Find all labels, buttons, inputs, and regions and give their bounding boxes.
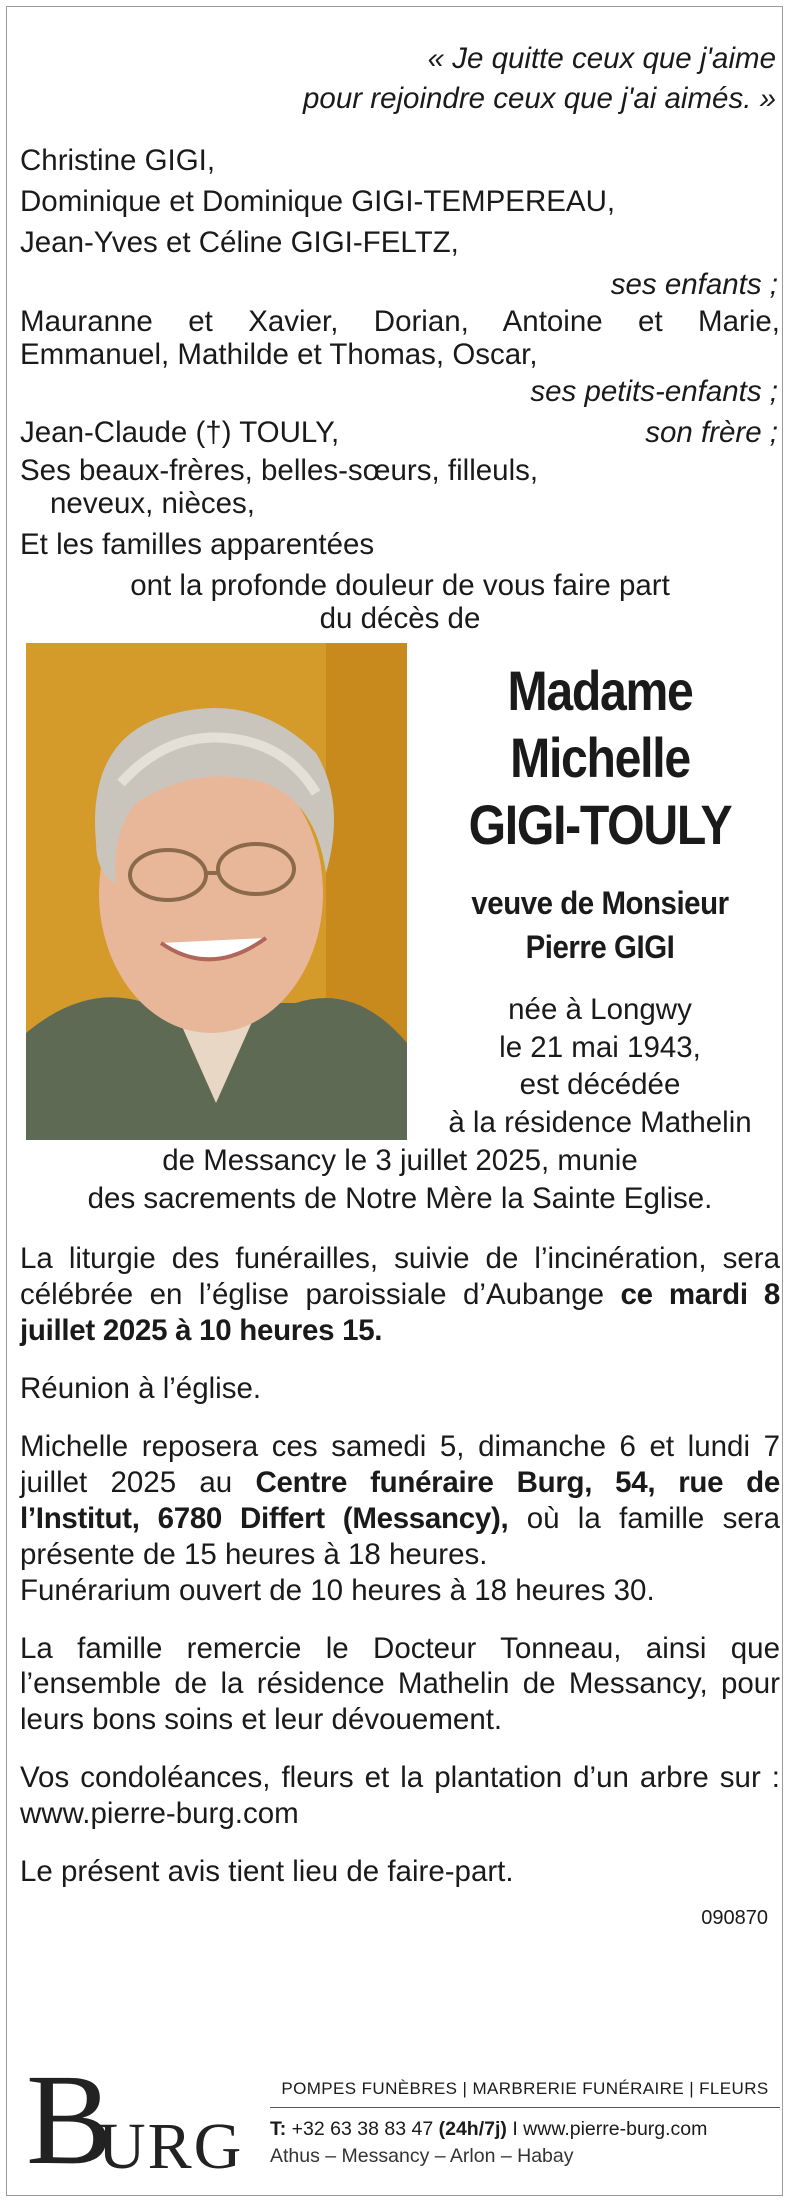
phone-hours: (24h/7j): [438, 2118, 507, 2140]
deceased-title: Madame: [507, 659, 693, 723]
reference-number: 090870: [701, 1907, 768, 1930]
born-line: à la résidence Mathelin: [448, 1106, 752, 1140]
condolences-paragraph: Vos condoléances, fleurs et la plantation d’un arbre sur : www.pierre-burg.com: [20, 1761, 780, 1831]
liturgy-text: La liturgie des funérailles, suivie de l’incinération, sera célébrée en l’église paroissiale d’Aubange: [20, 1241, 780, 1311]
announcement-block: [20, 643, 780, 1219]
liturgy-paragraph: [20, 1241, 780, 1349]
widow-of: [434, 881, 765, 969]
intro-line-2: du décès de: [319, 602, 481, 636]
death-info-continued: [20, 1142, 780, 1219]
born-line: le 21 mai 1943,: [499, 1030, 701, 1064]
intro-line-1: ont la profonde douleur de vous faire part: [130, 569, 670, 603]
liturgy-date: ce mardi 8 juillet 2025 à 10 heures 15.: [20, 1277, 780, 1347]
deceased-photo: [26, 643, 407, 1140]
meeting-paragraph: Réunion à l’église.: [20, 1371, 262, 1405]
viewing-paragraph: [20, 1429, 780, 1609]
viewing-text-2: où la famille sera présente de 15 heures à 18 heures.: [20, 1501, 781, 1571]
contact-line: [270, 2118, 780, 2141]
deceased-first-name: Michelle: [510, 726, 690, 790]
inlaws-line-1: Ses beaux-frères, belles-sœurs, filleuls,: [20, 453, 539, 487]
cont-line: de Messancy le 3 juillet 2025, munie: [162, 1143, 638, 1177]
epigraph-quote: [20, 39, 780, 120]
quote-line-2: pour rejoindre ceux que j'ai aimés. »: [303, 82, 776, 116]
obituary-frame: [6, 6, 783, 2196]
grandchildren-line-2: Emmanuel, Mathilde et Thomas, Oscar,: [20, 338, 538, 372]
born-line: née à Longwy: [508, 992, 692, 1026]
children-role: ses enfants ;: [610, 267, 778, 301]
notice-paragraph: Le présent avis tient lieu de faire-part.: [20, 1855, 514, 1889]
contact-separator: I: [512, 2118, 518, 2140]
portrait-illustration: [26, 643, 407, 1140]
brother-name: Jean-Claude (†) TOULY,: [20, 416, 340, 450]
brother-role: son frère ;: [645, 416, 778, 450]
grandchildren-role: ses petits-enfants ;: [530, 375, 778, 409]
viewing-location: Centre funéraire Burg, 54, rue de l’Institut, 6780 Differt (Messancy),: [20, 1465, 781, 1535]
funeral-home-footer: [20, 2048, 780, 2192]
locations-line: Athus – Messancy – Arlon – Habay: [270, 2145, 574, 2167]
logo-initial: B: [26, 2048, 113, 2192]
widow-line-2: Pierre GIGI: [525, 928, 675, 965]
quote-line-1: « Je quitte ceux que j'aime: [427, 42, 776, 75]
child-name: Dominique et Dominique GIGI-TEMPEREAU,: [20, 185, 616, 219]
burg-logo: [26, 2048, 244, 2192]
child-name: Jean-Yves et Céline GIGI-FELTZ,: [20, 226, 459, 260]
phone-label: T:: [270, 2118, 287, 2140]
widow-line-1: veuve de Monsieur: [471, 884, 729, 921]
funerarium-hours: Funérarium ouvert de 10 heures à 18 heures 30.: [20, 1573, 655, 1607]
cont-line: des sacrements de Notre Mère la Sainte Eglise.: [87, 1182, 713, 1216]
brother-line: [20, 412, 780, 453]
footer-info: [270, 2079, 780, 2168]
website-link[interactable]: www.pierre-burg.com: [523, 2118, 708, 2140]
born-line: est décédée: [519, 1068, 681, 1102]
birth-death-info: [420, 991, 780, 1142]
logo-rest: URG: [98, 2110, 244, 2183]
services-line: POMPES FUNÈBRES | MARBRERIE FUNÉRAIRE | FLEURS: [270, 2079, 780, 2108]
deceased-details: [420, 643, 780, 1142]
intro-text: [20, 569, 780, 635]
phone-number[interactable]: +32 63 38 83 47: [291, 2118, 434, 2140]
child-name: Christine GIGI,: [20, 143, 216, 177]
obituary-content: [20, 39, 780, 1932]
deceased-last-name: GIGI-TOULY: [468, 793, 732, 857]
thanks-paragraph: La famille remercie le Docteur Tonneau, ainsi que l’ensemble de la résidence Mathelin de Messancy, pour leurs bons soins et leur dévouement.: [20, 1631, 780, 1737]
viewing-text-1: Michelle reposera ces samedi 5, dimanche 6 et lundi 7 juillet 2025 au: [20, 1429, 780, 1499]
family-list: [20, 140, 780, 635]
grandchildren-line-1: Mauranne et Xavier, Dorian, Antoine et Marie,: [20, 305, 780, 338]
inlaws-line-2: neveux, nièces,: [50, 486, 255, 520]
families-line: Et les familles apparentées: [20, 527, 375, 561]
